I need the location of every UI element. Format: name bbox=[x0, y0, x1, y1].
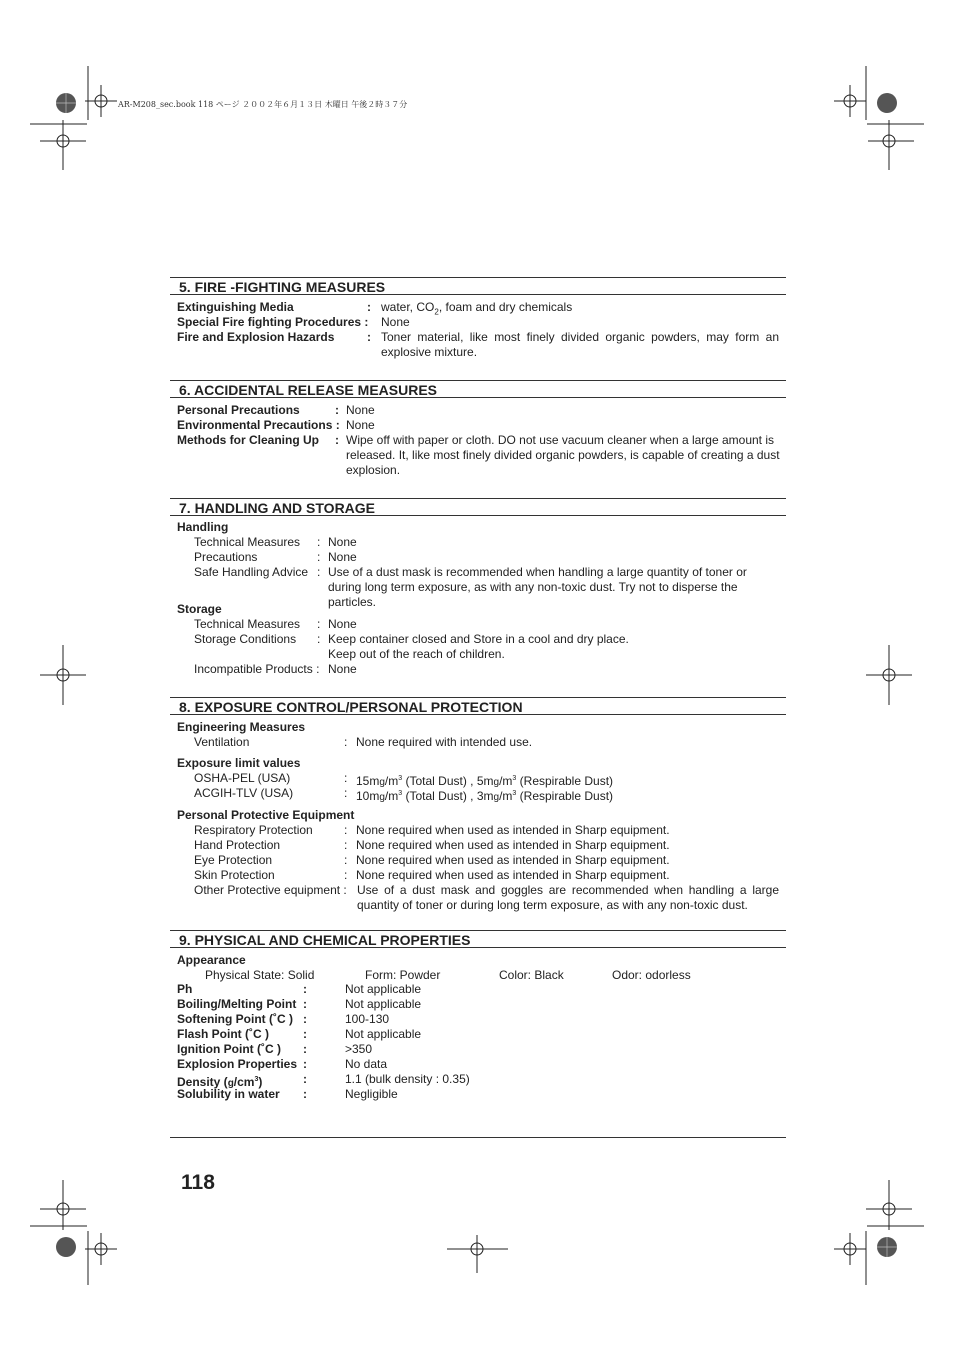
appearance-heading: Appearance bbox=[177, 953, 246, 967]
prop-value-8: Negligible bbox=[345, 1087, 398, 1101]
ppe-colon-2: : bbox=[344, 838, 348, 852]
section-9-title: 9. PHYSICAL AND CHEMICAL PROPERTIES bbox=[170, 930, 786, 948]
storage-heading: Storage bbox=[177, 602, 222, 616]
prop-colon-4: : bbox=[303, 1027, 307, 1041]
section-5-title: 5. FIRE -FIGHTING MEASURES bbox=[170, 277, 786, 295]
storage-colon-2: : bbox=[317, 632, 321, 646]
limit-colon-2: : bbox=[344, 786, 348, 800]
prop-value-1: Not applicable bbox=[345, 982, 422, 996]
exposure-limit-heading: Exposure limit values bbox=[177, 756, 301, 770]
footer-rule bbox=[170, 1137, 786, 1138]
sec6-label-2: Environmental Precautions : bbox=[177, 418, 340, 432]
eng-colon-1: : bbox=[344, 735, 348, 749]
storage-label-2: Storage Conditions bbox=[194, 632, 297, 646]
handling-label-3: Safe Handling Advice bbox=[194, 565, 309, 579]
limit-value-2: $10mg/m^3$ (Total Dust) , $3mg/m^3$ (Respirable Dust) bbox=[356, 789, 614, 803]
prop-colon-5: : bbox=[303, 1042, 307, 1056]
prop-value-7: 1.1 (bulk density : 0.35) bbox=[345, 1072, 470, 1086]
ppe-label-1: Respiratory Protection bbox=[194, 823, 313, 837]
storage-value-2: Keep container closed and Store in a cool and dry place. bbox=[328, 632, 629, 646]
ppe-label-3: Eye Protection bbox=[194, 853, 273, 867]
sec5-colon-1: : bbox=[367, 300, 371, 314]
handling-label-2: Precautions bbox=[194, 550, 258, 564]
sec6-colon-3: : bbox=[335, 433, 339, 447]
prop-value-3: 100-130 bbox=[345, 1012, 390, 1026]
sec6-value-3: Wipe off with paper or cloth. DO not use vacuum cleaner when a large amount is released. It, like most finely divided organic powders, is capable of creating a dust explosion. bbox=[346, 433, 780, 477]
sec5-value-3: Toner material, like most finely divided organic powders, may form an explosive mixture. bbox=[381, 330, 779, 359]
prop-value-2: Not applicable bbox=[345, 997, 422, 1011]
handling-label-1: Technical Measures bbox=[194, 535, 301, 549]
handling-heading: Handling bbox=[177, 520, 229, 534]
storage-label-1: Technical Measures bbox=[194, 617, 301, 631]
prop-label-8: Solubility in water bbox=[177, 1087, 280, 1101]
prop-label-7: Density $(g/cm^3)$ bbox=[177, 1075, 263, 1089]
ppe-colon-4: : bbox=[344, 868, 348, 882]
sec6-colon-1: : bbox=[335, 403, 339, 417]
engineering-heading: Engineering Measures bbox=[177, 720, 306, 734]
section-6-title: 6. ACCIDENTAL RELEASE MEASURES bbox=[170, 380, 786, 398]
prop-colon-3: : bbox=[303, 1012, 307, 1026]
prop-label-3: Softening Point (˚C ) bbox=[177, 1012, 293, 1026]
handling-value-2: None bbox=[328, 550, 357, 564]
ppe-value-1: None required when used as intended in Sharp equipment. bbox=[356, 823, 670, 837]
sec5-colon-3: : bbox=[367, 330, 371, 344]
prop-colon-1: : bbox=[303, 982, 307, 996]
handling-colon-2: : bbox=[317, 550, 321, 564]
page-number: 118 bbox=[181, 1171, 215, 1194]
limit-colon-1: : bbox=[344, 771, 348, 785]
handling-colon-3: : bbox=[317, 565, 321, 579]
prop-colon-7: : bbox=[303, 1072, 307, 1086]
appearance-form: Form: Powder bbox=[365, 968, 441, 982]
handling-value-3: Use of a dust mask is recommended when handling a large quantity of toner or during long term exposure, as with any non-toxic dust. Try not to disperse the particles. bbox=[328, 565, 747, 609]
sec6-label-3: Methods for Cleaning Up bbox=[177, 433, 319, 447]
storage-colon-1: : bbox=[317, 617, 321, 631]
sec5-label-1: Extinguishing Media bbox=[177, 300, 294, 314]
sec5-label-3: Fire and Explosion Hazards bbox=[177, 330, 335, 344]
storage-value-1: None bbox=[328, 617, 357, 631]
prop-label-4: Flash Point (˚C ) bbox=[177, 1027, 269, 1041]
prop-label-2: Boiling/Melting Point bbox=[177, 997, 297, 1011]
prop-label-6: Explosion Properties bbox=[177, 1057, 298, 1071]
prop-colon-6: : bbox=[303, 1057, 307, 1071]
ppe-value-2: None required when used as intended in Sharp equipment. bbox=[356, 838, 670, 852]
appearance-odor: Odor: odorless bbox=[612, 968, 691, 982]
limit-value-1: $15mg/m^3$ (Total Dust) , $5mg/m^3$ (Respirable Dust) bbox=[356, 774, 614, 788]
handling-colon-1: : bbox=[317, 535, 321, 549]
ppe-label-4: Skin Protection bbox=[194, 868, 275, 882]
sec6-value-2: None bbox=[346, 418, 375, 432]
sec5-value-1: water, $CO_2$, foam and dry chemicals bbox=[381, 300, 573, 317]
prop-colon-2: : bbox=[303, 997, 307, 1011]
ppe-value-5: Use of a dust mask and goggles are recommended when handling a large quantity of toner or during long term exposure, as with any non-toxic dust. bbox=[357, 883, 779, 912]
appearance-color: Color: Black bbox=[499, 968, 564, 982]
section-8-title: 8. EXPOSURE CONTROL/PERSONAL PROTECTION bbox=[170, 697, 786, 715]
eng-value-1: None required with intended use. bbox=[356, 735, 533, 749]
sec5-label-2: Special Fire fighting Procedures : bbox=[177, 315, 369, 329]
sec6-label-1: Personal Precautions bbox=[177, 403, 300, 417]
sec5-value-2: None bbox=[381, 315, 410, 329]
appearance-state: Physical State: Solid bbox=[205, 968, 315, 982]
prop-label-5: Ignition Point (˚C ) bbox=[177, 1042, 281, 1056]
section-7-title: 7. HANDLING AND STORAGE bbox=[170, 498, 786, 516]
storage-value-3: Keep out of the reach of children. bbox=[328, 647, 505, 661]
eng-label-1: Ventilation bbox=[194, 735, 250, 749]
ppe-value-3: None required when used as intended in Sharp equipment. bbox=[356, 853, 670, 867]
ppe-colon-1: : bbox=[344, 823, 348, 837]
ppe-heading: Personal Protective Equipment bbox=[177, 808, 355, 822]
storage-value-4: None bbox=[328, 662, 357, 676]
prop-value-5: >350 bbox=[345, 1042, 373, 1056]
limit-label-2: ACGIH-TLV (USA) bbox=[194, 786, 294, 800]
book-header-info: AR-M208_sec.book 118 ページ ２００２年６月１３日 木曜日 午後２時３７分 bbox=[118, 100, 408, 109]
storage-label-4: Incompatible Products : bbox=[194, 662, 320, 676]
prop-label-1: Ph bbox=[177, 982, 193, 996]
prop-colon-8: : bbox=[303, 1087, 307, 1101]
ppe-value-4: None required when used as intended in Sharp equipment. bbox=[356, 868, 670, 882]
sec6-value-1: None bbox=[346, 403, 375, 417]
limit-label-1: OSHA-PEL (USA) bbox=[194, 771, 291, 785]
ppe-label-2: Hand Protection bbox=[194, 838, 281, 852]
ppe-colon-3: : bbox=[344, 853, 348, 867]
handling-value-1: None bbox=[328, 535, 357, 549]
prop-value-6: No data bbox=[345, 1057, 388, 1071]
prop-value-4: Not applicable bbox=[345, 1027, 422, 1041]
ppe-label-5: Other Protective equipment : bbox=[194, 883, 347, 897]
